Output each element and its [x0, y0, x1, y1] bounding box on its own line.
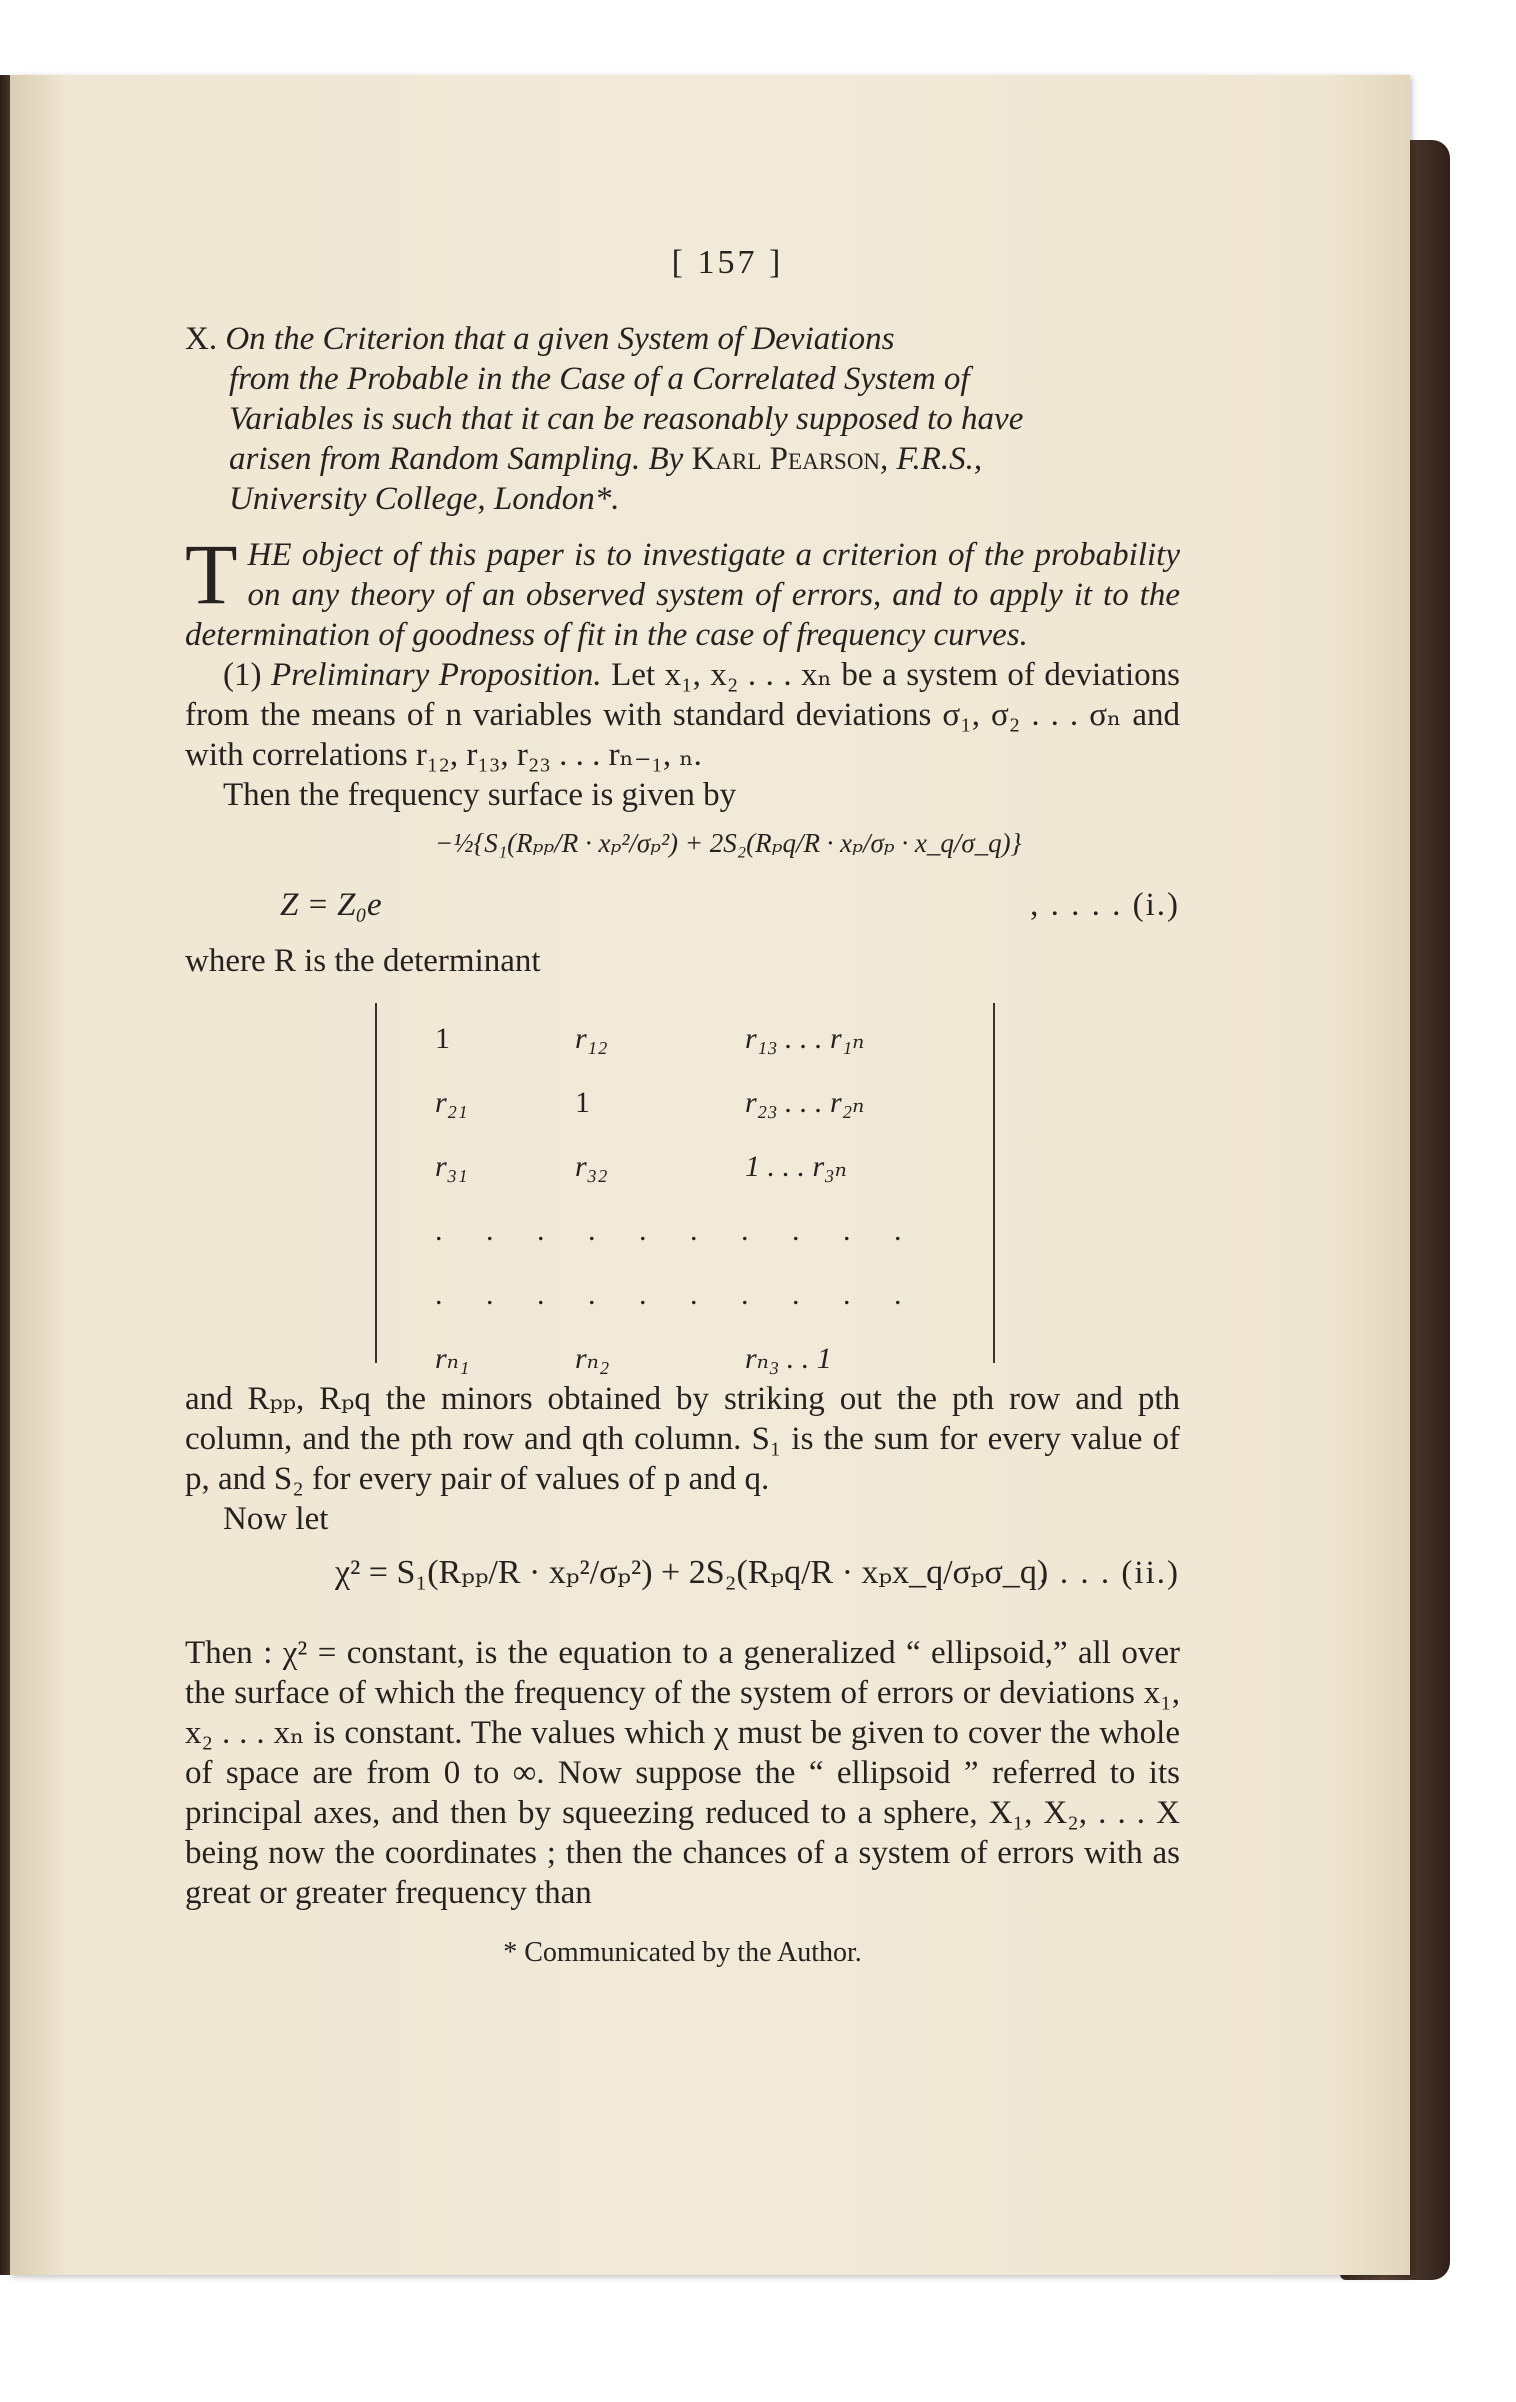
title-line-1: On the Criterion that a given System of Deviations	[225, 321, 895, 357]
abstract-paragraph	[185, 526, 1180, 655]
matrix-row: 1 r₁₂ r₁₃ . . . r₁ₙ	[435, 1022, 865, 1055]
matrix-row: rₙ₁ rₙ₂ rₙ₃ . . 1	[435, 1342, 832, 1375]
section-heading: Preliminary Proposition.	[271, 657, 602, 693]
book-page	[10, 75, 1410, 2275]
paragraph-frequency: Then the frequency surface is given by	[223, 777, 737, 813]
matrix-row: r₃₁ r₃₂ 1 . . . r₃ₙ	[435, 1150, 847, 1183]
drop-cap: T	[185, 526, 238, 622]
title-line-2: from the Probable in the Case of a Correlated System of	[229, 361, 970, 397]
formula-i-lhs: Z = Z₀e	[280, 887, 382, 923]
author-name: Karl Pearson	[691, 441, 881, 477]
title-line-3: Variables is such that it can be reasonably supposed to have	[229, 401, 1024, 437]
formula-i	[185, 823, 1180, 933]
paragraph-ellipsoid: Then : χ² = constant, is the equation to a generalized “ ellipsoid,” all over the surface of which the frequency of the system of errors or deviations x₁, x₂ . . . xₙ is constant. The values which χ must be given to cover the whole of space are from 0 to ∞. Now suppose the “ ellipsoid ” referred to its principal axes, and then by squeezing reduced to a sphere, X₁, X₂, . . . X being now the coordinates ; then the chances of a system of errors with as great or greater frequency than	[185, 1635, 1180, 1911]
paragraph-preliminary	[185, 655, 1180, 775]
determinant-right-bar	[993, 1003, 995, 1363]
title-line-4: arisen from Random Sampling. By	[229, 441, 684, 477]
author-affiliation: University College, London*.	[229, 481, 620, 517]
formula-ii-number: . . . . (ii.)	[1039, 1555, 1180, 1591]
abstract-text: HE object of this paper is to investigate a criterion of the probability on any theory of an observed system of errors, and to apply it to the determination of goodness of fit in the case of frequency curves.	[185, 537, 1180, 653]
matrix-dots-row: . . . . . . . . . .	[435, 1278, 920, 1311]
author-credentials: , F.R.S.,	[880, 441, 983, 477]
page-number: [ 157 ]	[671, 244, 784, 281]
formula-ii	[185, 1545, 1180, 1623]
determinant-left-bar	[375, 1003, 377, 1363]
formula-i-number: , . . . . (i.)	[1030, 887, 1180, 923]
determinant-matrix	[185, 1003, 1180, 1375]
article-title	[185, 319, 1180, 519]
footnote: * Communicated by the Author.	[503, 1937, 862, 1968]
formula-ii-text: χ² = S₁(Rₚₚ/R · xₚ²/σₚ²) + 2S₂(Rₚq/R · xₚx_q/σₚσ_q)	[335, 1554, 1049, 1591]
matrix-dots-row: . . . . . . . . . .	[435, 1214, 920, 1247]
paragraph-determinant-intro: where R is the determinant	[185, 943, 541, 979]
page-text	[185, 243, 1180, 1973]
matrix-row: r₂₁ 1 r₂₃ . . . r₂ₙ	[435, 1086, 865, 1119]
paragraph-now-let: Now let	[223, 1501, 329, 1537]
section-number: (1)	[223, 657, 262, 693]
formula-i-exponent: −½{S₁(Rₚₚ/R · xₚ²/σₚ²) + 2S₂(Rₚq/R · xₚ/σₚ · x_q/σ_q)}	[435, 828, 1022, 858]
section-text: Let x₁, x₂ . . . xₙ be a system of deviations from the means of n variables with standard deviations σ₁, σ₂ . . . σₙ and with correlations r₁₂, r₁₃, r₂₃ . . . rₙ₋₁, ₙ.	[185, 657, 1181, 773]
determinant-table	[435, 1007, 965, 1391]
paragraph-minors: and Rₚₚ, Rₚq the minors obtained by striking out the pth row and pth column, and the pth row and qth column. S₁ is the sum for every value of p, and S₂ for every pair of values of p and q.	[185, 1381, 1180, 1497]
title-number: X.	[185, 321, 218, 357]
